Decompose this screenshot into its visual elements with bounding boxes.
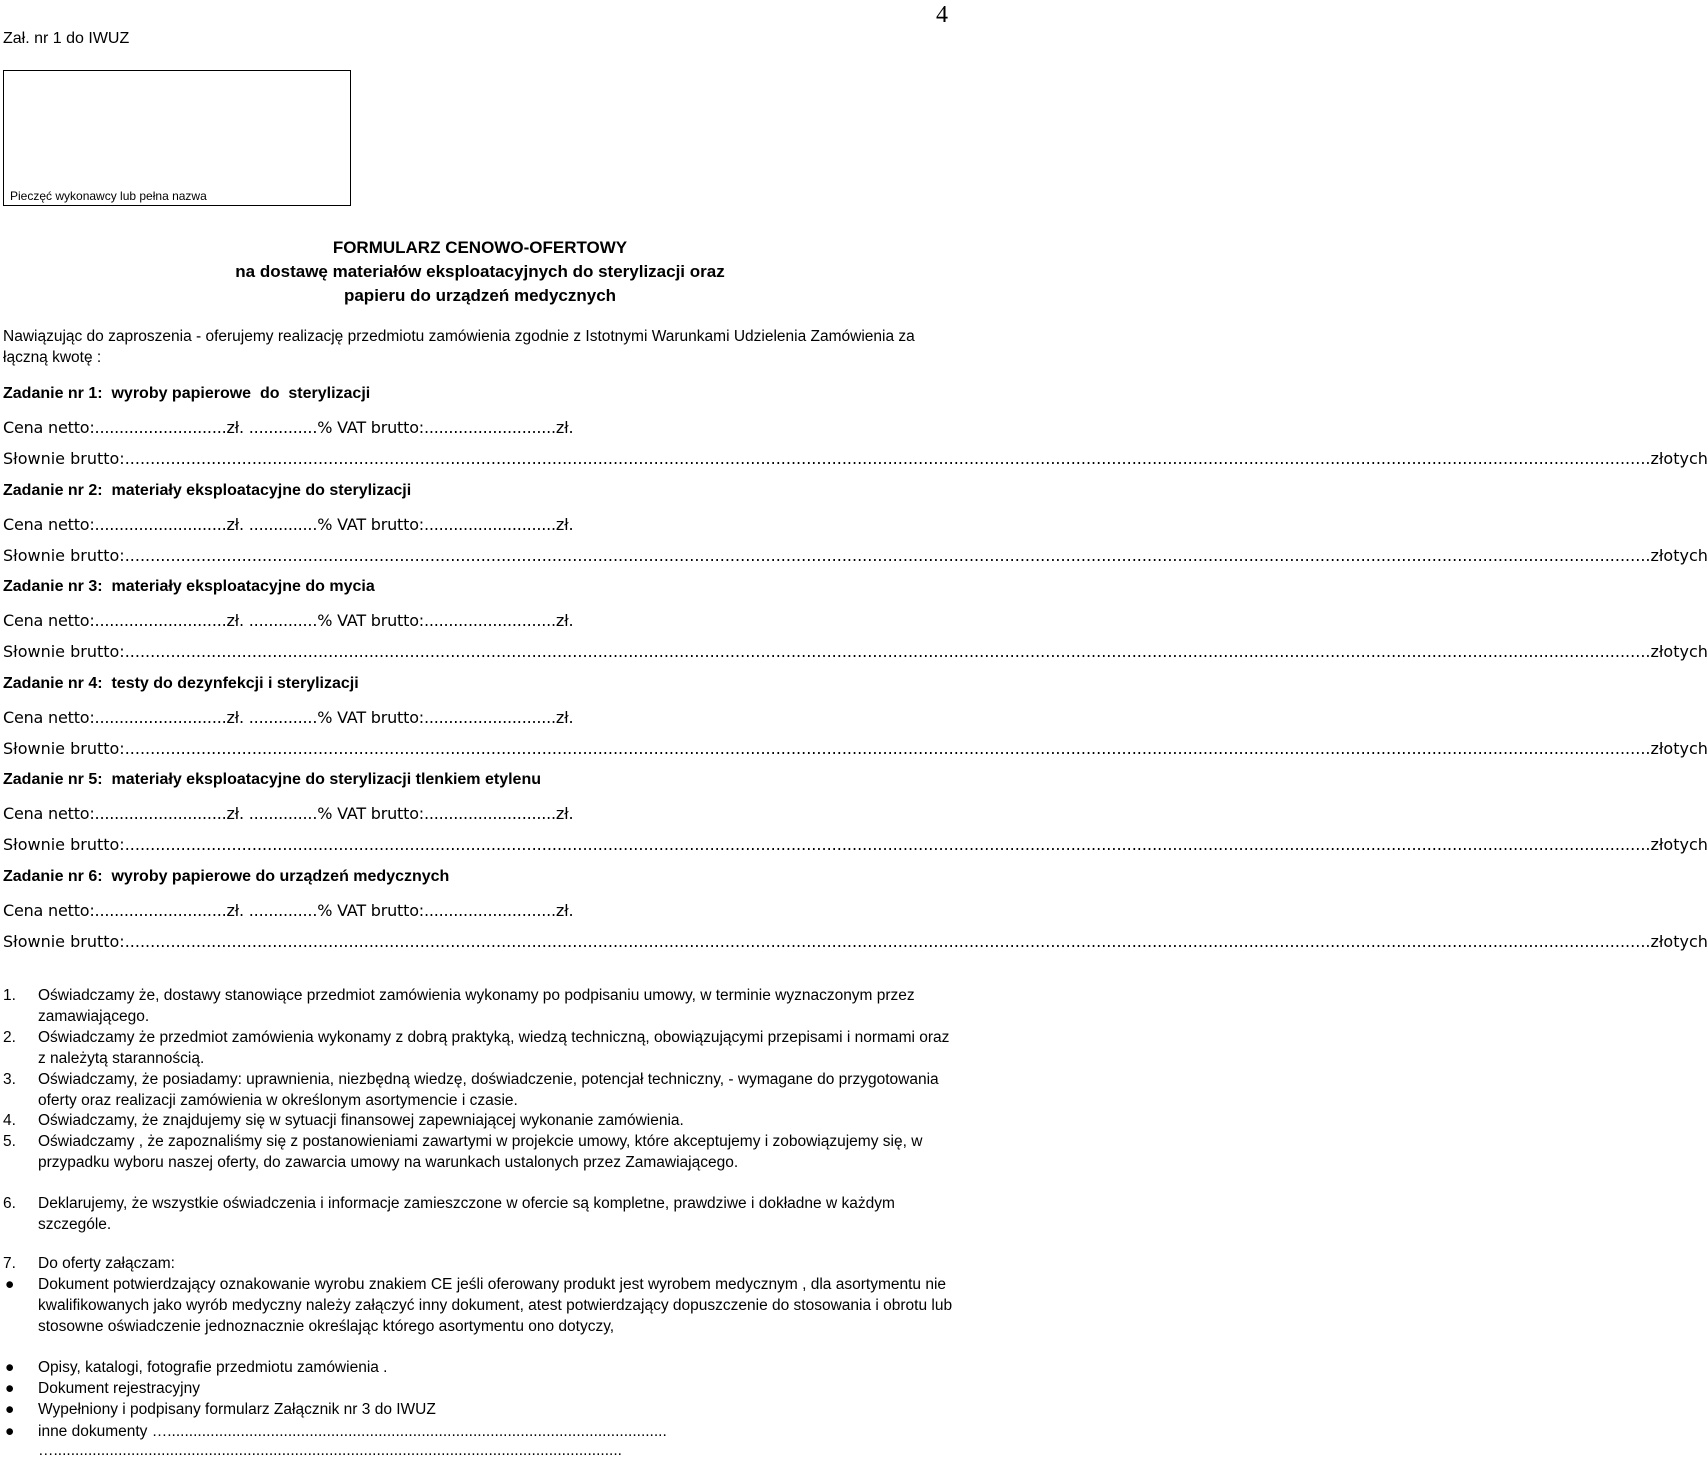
declaration-item xyxy=(3,1110,958,1131)
task-heading xyxy=(3,868,449,886)
trailing-dots-text: ….................................................................................................................................... xyxy=(38,1442,622,1459)
attachment-item xyxy=(3,1378,958,1399)
attachment-item xyxy=(3,1357,958,1378)
attachment-item xyxy=(3,1399,958,1420)
task-heading xyxy=(3,385,370,403)
trailing-dots xyxy=(3,1440,958,1461)
words-dots: ............................................................................................................................................................................................................................................................................................................ xyxy=(124,546,1651,565)
words-suffix: złotych xyxy=(1650,835,1708,854)
declaration-text: Oświadczamy że, dostawy stanowiące przedmiot zamówienia wykonamy po podpisaniu umowy, w terminie wyznaczonym przez zamawiającego. xyxy=(38,987,915,1025)
attachment-text: Dokument potwierdzający oznakowanie wyrobu znakiem CE jeśli oferowany produkt jest wyrobem medycznym , dla asortymentu nie kwalifikowanych jako wyrób medyczny należy załączyć inny dokument, atest potwierdzający dopuszczenie do stosowania i obrotu lub stosowne oświadczenie jednoznacznie określając którego asortymentu ono dotyczy, xyxy=(38,1276,953,1335)
task-label: Zadanie nr 5: xyxy=(3,771,103,788)
declaration-text: Oświadczamy że przedmiot zamówienia wykonamy z dobrą praktyką, wiedzą techniczną, obowiązującymi przepisami i normami oraz z należytą starannością. xyxy=(38,1029,950,1067)
attachment-item xyxy=(3,1274,958,1337)
task-label: Zadanie nr 4: xyxy=(3,675,103,692)
page-number: 4 xyxy=(936,2,948,28)
task-label: Zadanie nr 6: xyxy=(3,868,103,885)
attachment-text: Dokument rejestracyjny xyxy=(38,1380,200,1397)
task-heading xyxy=(3,675,359,693)
attachment-text: inne dokumenty ….................................................................................................................... xyxy=(38,1423,667,1440)
form-title xyxy=(0,236,960,308)
words-line xyxy=(3,932,1708,951)
words-dots: ............................................................................................................................................................................................................................................................................................................ xyxy=(124,835,1651,854)
declaration-number: 6. xyxy=(3,1195,16,1212)
declaration-item xyxy=(3,1193,958,1235)
declaration-number: 4. xyxy=(3,1112,16,1129)
words-line xyxy=(3,739,1708,758)
words-label: Słownie brutto: xyxy=(3,932,125,951)
words-line xyxy=(3,546,1708,565)
declaration-text: Deklarujemy, że wszystkie oświadczenia i informacje zamieszczone w ofercie są kompletne, prawdziwe i dokładne w każdym szczególe. xyxy=(38,1195,895,1233)
task-label: Zadanie nr 3: xyxy=(3,578,103,595)
bullet-icon: ● xyxy=(5,1359,15,1376)
stamp-box xyxy=(3,70,351,206)
declaration-text: Oświadczamy , że zapoznaliśmy się z postanowieniami zawartymi w projekcie umowy, które akceptujemy i zobowiązujemy się, w przypadku wyboru naszej oferty, do zawarcia umowy na warunkach ustalonych przez Zamawiającego. xyxy=(38,1133,923,1171)
price-line: Cena netto:...........................zł. ..............% VAT brutto:...........................zł. xyxy=(3,515,574,534)
task-name: materiały eksploatacyjne do mycia xyxy=(102,578,375,595)
price-line: Cena netto:...........................zł. ..............% VAT brutto:...........................zł. xyxy=(3,611,574,630)
words-suffix: złotych xyxy=(1650,449,1708,468)
words-suffix: złotych xyxy=(1650,932,1708,951)
title-line-3: papieru do urządzeń medycznych xyxy=(343,286,617,305)
words-suffix: złotych xyxy=(1650,546,1708,565)
bullet-icon: ● xyxy=(5,1276,15,1293)
attachment-label: Zał. nr 1 do IWUZ xyxy=(3,30,130,47)
declaration-item xyxy=(3,1253,958,1274)
words-suffix: złotych xyxy=(1650,642,1708,661)
stamp-label: Pieczęć wykonawcy lub pełna nazwa xyxy=(10,189,207,203)
words-suffix: złotych xyxy=(1650,739,1708,758)
attachment-text: Wypełniony i podpisany formularz Załącznik nr 3 do IWUZ xyxy=(38,1401,436,1418)
words-dots: ............................................................................................................................................................................................................................................................................................................ xyxy=(124,932,1651,951)
task-name: materiały eksploatacyjne do sterylizacji xyxy=(102,482,412,499)
words-line xyxy=(3,835,1708,854)
task-label: Zadanie nr 2: xyxy=(3,482,103,499)
declaration-number: 5. xyxy=(3,1133,16,1150)
price-line: Cena netto:...........................zł. ..............% VAT brutto:...........................zł. xyxy=(3,804,574,823)
declaration-text: Oświadczamy, że znajdujemy się w sytuacji finansowej zapewniającej wykonanie zamówienia. xyxy=(38,1112,684,1129)
declaration-number: 7. xyxy=(3,1255,16,1272)
words-label: Słownie brutto: xyxy=(3,449,125,468)
words-dots: ............................................................................................................................................................................................................................................................................................................ xyxy=(124,642,1651,661)
declaration-item xyxy=(3,1131,958,1173)
price-line: Cena netto:...........................zł. ..............% VAT brutto:...........................zł. xyxy=(3,418,574,437)
words-label: Słownie brutto: xyxy=(3,835,125,854)
task-heading xyxy=(3,771,541,789)
task-name: materiały eksploatacyjne do sterylizacji tlenkiem etylenu xyxy=(102,771,541,788)
bullet-icon: ● xyxy=(5,1401,15,1418)
price-line: Cena netto:...........................zł. ..............% VAT brutto:...........................zł. xyxy=(3,708,574,727)
words-dots: ............................................................................................................................................................................................................................................................................................................ xyxy=(124,739,1651,758)
bullet-icon: ● xyxy=(5,1380,15,1397)
declaration-number: 3. xyxy=(3,1071,16,1088)
declaration-number: 1. xyxy=(3,987,16,1004)
words-label: Słownie brutto: xyxy=(3,546,125,565)
declaration-text: Oświadczamy, że posiadamy: uprawnienia, niezbędną wiedzę, doświadczenie, potencjał techniczny, - wymagane do przygotowania oferty oraz realizacji zamówienia w określonym asortymencie i czasie. xyxy=(38,1071,939,1109)
task-name: wyroby papierowe do sterylizacji xyxy=(102,385,371,402)
words-dots: ............................................................................................................................................................................................................................................................................................................ xyxy=(124,449,1651,468)
words-label: Słownie brutto: xyxy=(3,739,125,758)
task-label: Zadanie nr 1: xyxy=(3,385,103,402)
intro-paragraph: Nawiązując do zaproszenia - oferujemy realizację przedmiotu zamówienia zgodnie z Istotnymi Warunkami Udzielenia Zamówienia za łączną kwotę : xyxy=(3,328,915,366)
declaration-item xyxy=(3,1027,958,1069)
words-line xyxy=(3,642,1708,661)
declaration-number: 2. xyxy=(3,1029,16,1046)
attachment-item xyxy=(3,1421,958,1442)
bullet-icon: ● xyxy=(5,1423,15,1440)
task-name: testy do dezynfekcji i sterylizacji xyxy=(102,675,359,692)
title-line-2: na dostawę materiałów eksploatacyjnych do sterylizacji oraz xyxy=(235,262,725,281)
words-label: Słownie brutto: xyxy=(3,642,125,661)
declaration-text: Do oferty załączam: xyxy=(38,1255,175,1272)
task-name: wyroby papierowe do urządzeń medycznych xyxy=(102,868,450,885)
declaration-item xyxy=(3,985,958,1027)
words-line xyxy=(3,449,1708,468)
task-heading xyxy=(3,578,375,596)
price-line: Cena netto:...........................zł. ..............% VAT brutto:...........................zł. xyxy=(3,901,574,920)
attachment-text: Opisy, katalogi, fotografie przedmiotu zamówienia . xyxy=(38,1359,388,1376)
task-heading xyxy=(3,482,411,500)
title-line-1: FORMULARZ CENOWO-OFERTOWY xyxy=(332,238,628,257)
declaration-item xyxy=(3,1069,958,1111)
